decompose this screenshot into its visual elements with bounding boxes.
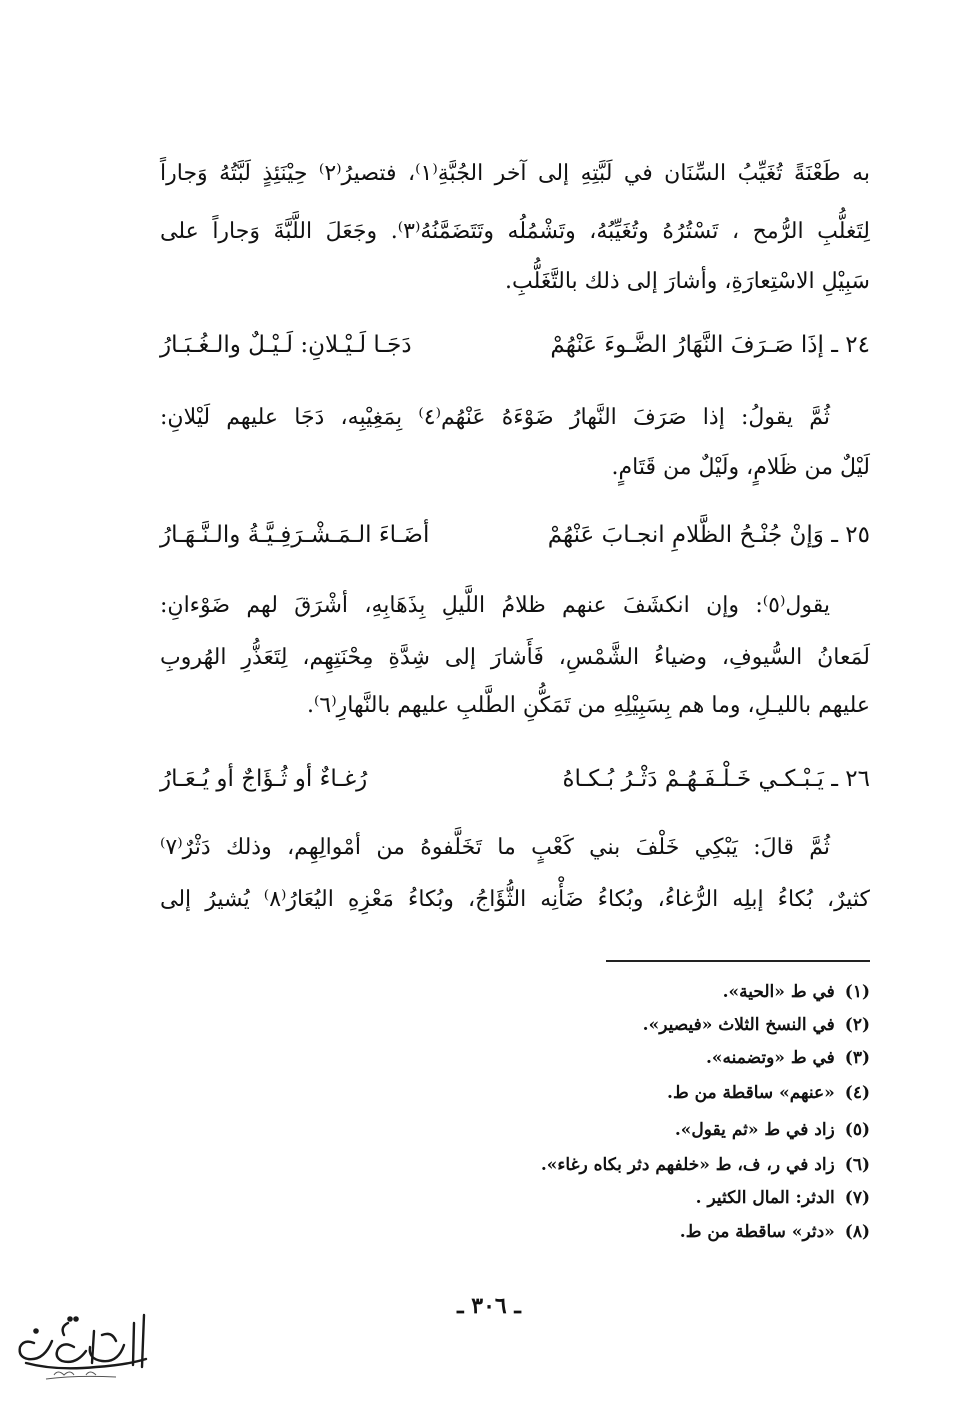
footnote-text: في النسخ الثلاث «فيصير». <box>642 1015 835 1035</box>
verse-text: وَإنْ جُنْـحُ الظَّلامِ انجـابَ عَنْهُمْ <box>547 522 824 548</box>
verse-text: يَـبْـكـي خَـلْـفَـهُـمْ دَثْـرُ بُـكـاهُ <box>562 766 824 792</box>
commentary-line: لَيْلٌ من ظَلامٍ، ولَيْلٌ من قَتَامٍ. <box>611 455 870 480</box>
verse-first-hemistich <box>548 522 870 548</box>
footnote <box>160 1048 870 1068</box>
footnote <box>160 1222 870 1242</box>
verse-number: ٢٤ ـ <box>831 332 870 358</box>
footnote-number: (٨) <box>844 1222 870 1242</box>
page-number: ـ ٣٠٦ ـ <box>457 1293 521 1319</box>
footnote-separator <box>606 960 870 962</box>
commentary-line: يقول⁽٥⁾: وإن انكشَفَ عنهم ظلامُ اللَّيلِ بِذَهَابِهِ، أشْرَقَ لهم ضَوْءانِ: <box>160 593 830 618</box>
verse-second-hemistich: رُغـاءٌ أو ثُـؤَاجٌ أو يُـعَـارُ <box>160 766 368 792</box>
footnote-number: (٥) <box>844 1120 870 1140</box>
footnote-text: في ط «وتضمنه». <box>705 1048 835 1068</box>
footnote-number: (٢) <box>844 1015 870 1035</box>
verse-number: ٢٥ ـ <box>831 522 870 548</box>
verse-24 <box>160 332 870 358</box>
footnote-text: «عنهم» ساقطة من ط. <box>667 1083 835 1103</box>
footnote-text: زاد في ط «ثم يقول». <box>674 1120 835 1140</box>
footnote-text: الدثر: المال الكثير . <box>695 1188 835 1208</box>
commentary-line: لَمَعانُ السُّيوفِ، وضياءُ الشَّمْسِ، فَأَشارَ إلى شِدَّةِ مِحْنَتِهِم، لِتَعَذُّرِ الهُروبِ <box>160 645 870 670</box>
footnote-number: (٣) <box>844 1048 870 1068</box>
footnote-number: (٤) <box>844 1083 870 1103</box>
verse-25 <box>160 522 870 548</box>
footnote <box>160 1015 870 1035</box>
commentary-line: ثُمَّ يقولُ: إذا صَرَفَ النَّهارُ ضَوْءَهُ عَنْهُم⁽٤⁾ بِمَغِيْبِه، دَجَا عليهم لَيْلانِ: <box>160 405 830 430</box>
verse-26 <box>160 766 870 792</box>
verse-second-hemistich: أضَـاءَ الـمَـشْـرَفِـيَّـةُ والـنَّـهَـارُ <box>160 522 430 548</box>
footnote-text: زاد في ر، ف، ط «خلفهم دثر بكاه رغاء». <box>540 1155 835 1175</box>
verse-number: ٢٦ ـ <box>831 766 870 792</box>
verse-first-hemistich <box>563 766 871 792</box>
footnote-number: (١) <box>844 982 870 1002</box>
footnote-number: (٧) <box>844 1188 870 1208</box>
footnote-text: في ط «الحية». <box>722 982 835 1002</box>
footnote-number: (٦) <box>844 1155 870 1175</box>
verse-first-hemistich <box>550 332 870 358</box>
footnote-text: «دثر» ساقطة من ط. <box>679 1222 835 1242</box>
commentary-line: ثُمَّ قالَ: يَبْكِي خَلْفَ بني كَعْبٍ ما تَخَلَّفوهُ من أمْوالِهِم، وذلك دَثْرٌ⁽٧⁾ <box>160 835 830 860</box>
commentary-line: كثيرٌ، بُكاءُ إبلِه الرُّغاءُ، وبُكاءُ ضَأْنِه الثُّؤَاجُ، وبُكاءُ مَعْزِهِ اليُعَارُ⁽٨⁾ يُشيرُ إلى <box>160 887 870 912</box>
footnote <box>160 1083 870 1103</box>
body-line: به طَعْنَةً تُغَيِّبُ السِّنَان في لَبَّتِهِ إلى آخر الجُبَّةِ⁽١⁾، فتصيرُ⁽٢⁾ حِيْنَئِذٍ لَبَّتُهُ وَجاراً <box>160 161 870 186</box>
footnote <box>160 982 870 1002</box>
body-line: لِتَغلُّبِ الرُّمح ، تَسْتُرُهُ وتُغَيِّبُهُ، وتَشْمُلُه وتَتَضَمَّنُهُ⁽٣⁾. وجَعَلَ اللَّبَّةَ وَجاراً على <box>160 219 870 244</box>
calligraphy-logo <box>6 1305 156 1391</box>
verse-text: إذَا صَـرَفَ النَّهَارُ الضَّـوءَ عَنْهُمْ <box>550 332 824 358</box>
footnote <box>160 1188 870 1208</box>
verse-second-hemistich: دَجَـا لَـيْـلانِ: لَـيْـلٌ والـغُـبَـارُ <box>160 332 412 358</box>
commentary-line: عليهم بالليـلِ، وما هم بِسَبِيْلِهِ من تَمَكُّنِ الطَّلبِ عليهم بالنَّهارِ⁽٦⁾. <box>306 693 870 718</box>
footnote <box>160 1155 870 1175</box>
body-line: سَبِيْلِ الاسْتِعارَةِ، وأشارَ إلى ذلك بالتَّغَلُّبِ. <box>505 269 870 294</box>
footnote <box>160 1120 870 1140</box>
